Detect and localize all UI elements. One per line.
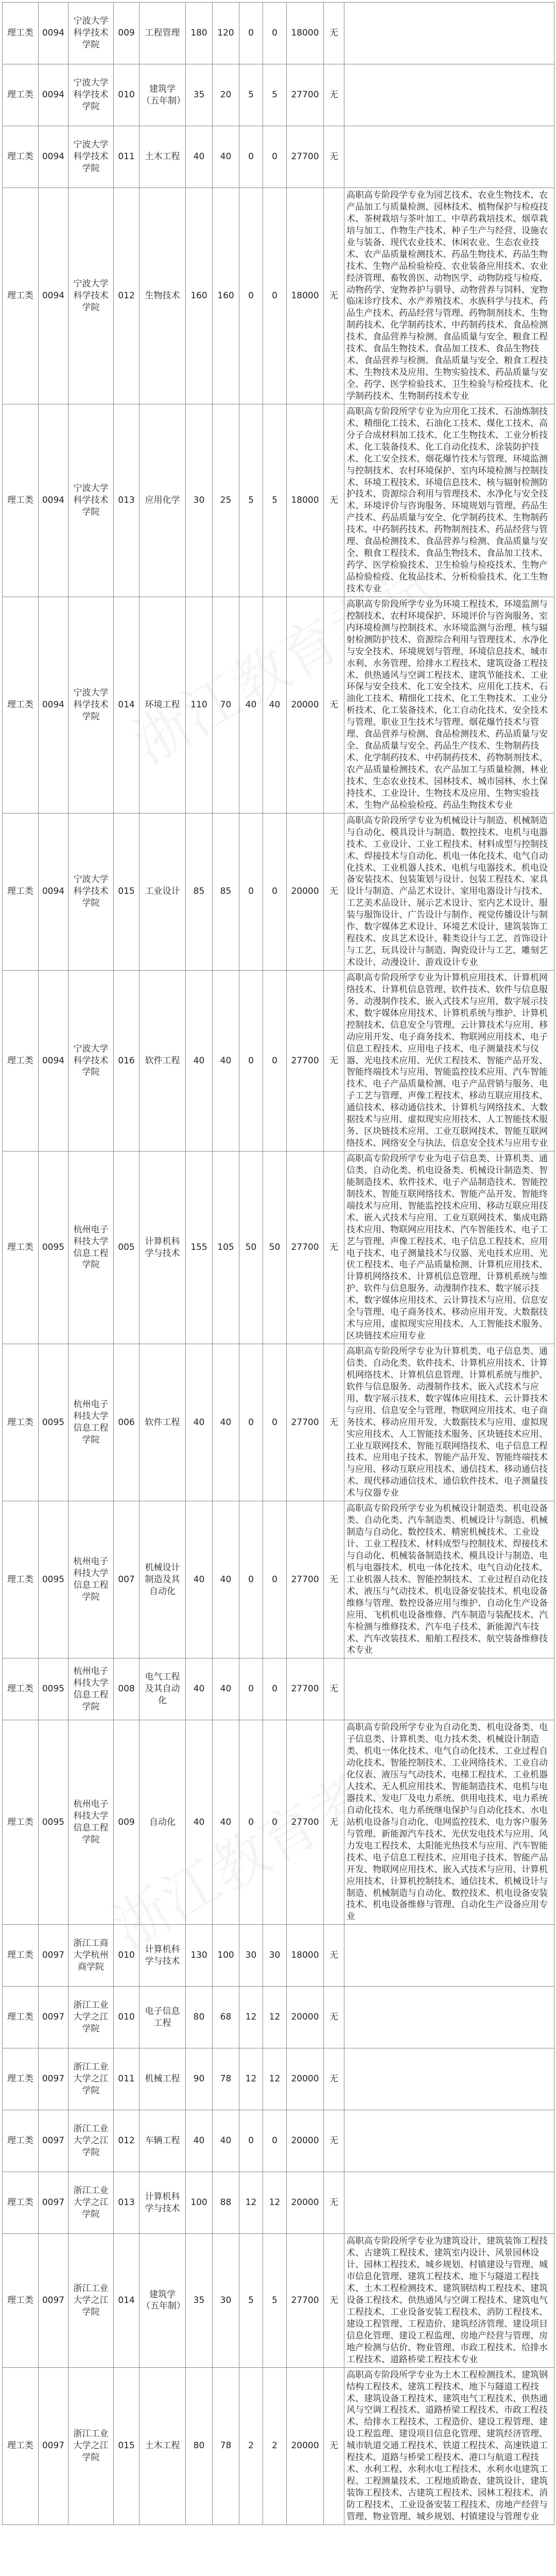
table-row [3, 2048, 554, 2110]
major-name-cell: 工业设计 [140, 813, 186, 970]
category-cell: 理工类 [3, 2110, 39, 2172]
enroll-count-cell: 40 [213, 1501, 239, 1658]
major-name-cell: 计算机科学与技术 [140, 1151, 186, 1344]
plan-count-cell: 35 [186, 64, 213, 126]
quota-cell: 0 [239, 813, 263, 970]
plan-count-cell: 40 [186, 1344, 213, 1501]
category-cell: 理工类 [3, 188, 39, 404]
quota-cell: 0 [239, 188, 263, 404]
major-name-cell: 机械工程 [140, 2048, 186, 2110]
note-cell [344, 2172, 554, 2234]
tuition-cell: 20000 [287, 2367, 324, 2524]
major-code-cell: 008 [114, 1658, 140, 1720]
tuition-cell: 27700 [287, 126, 324, 188]
note-cell [344, 1658, 554, 1720]
tuition-cell: 20000 [287, 813, 324, 970]
table-row [3, 2367, 554, 2524]
note-cell [344, 2110, 554, 2172]
category-cell: 理工类 [3, 1925, 39, 1987]
school-code-cell: 0094 [39, 64, 68, 126]
campus-cell: 无 [324, 2234, 344, 2367]
major-name-cell: 建筑学（五年制） [140, 2234, 186, 2367]
school-name-cell: 宁波大学科学技术学院 [68, 3, 114, 64]
note-cell: 高职高专阶段所学专业为土木工程检测技术、建筑钢结构工程技术、建筑工程技术、地下与隧道工程技术、建筑设备工程技术、建筑电气工程技术、供热通风与空调工程技术、道路桥梁工程技术、市政工程技术、给排水工程技术、工程造价、建设工程管理、建设工程监理、建设项目信息化管理、建筑经济管理、城市轨道交通工程技术、铁道工程技术、高速铁道工程技术、道路与桥梁工程技术、港口与航道工程技术、水利工程、水利水电工程技术、水利水电建筑工程、工程测量技术、工程地质勘查、建筑设计、建筑装饰工程技术、古建筑工程技术、园林工程技术、消防工程技术、工业设备安装工程技术、房地产经营与管理、物业管理、城乡规划、村镇建设与管理专业 [344, 2367, 554, 2524]
table-row [3, 970, 554, 1151]
tuition-cell: 20000 [287, 597, 324, 813]
school-name-cell: 宁波大学科学技术学院 [68, 404, 114, 597]
school-code-cell: 0095 [39, 1658, 68, 1720]
category-cell: 理工类 [3, 1720, 39, 1925]
quota-cell: 30 [239, 1925, 263, 1987]
school-code-cell: 0097 [39, 2048, 68, 2110]
table-row [3, 1987, 554, 2048]
table-row [3, 1925, 554, 1987]
note-cell: 高职高专阶段所学专业为环境工程技术、环境监测与控制技术、农村环境保护、环境评价与咨询服务、室内环境检测与控制技术、水环境监测与治理、核与辐射检测防护技术、资源综合利用与管理技术、水净化与安全技术、环境规划与管理、环境信息技术、城市水利、水务管理、给排水工程技术、建筑设备工程技术、供热通风与空调工程技术、建筑节能技术、工业环保与安全技术、化工安全技术、应用化工技术、石油化工技术、精细化工技术、化工生物技术、工业分析技术、化工装备技术、化工自动化技术、安全技术与管理、职业卫生技术与管理、烟花爆竹技术与管理、食品营养与检测、食品检测技术、药品质量与安全、食品质量与安全、药品生产技术、生物制药技术、化学制药技术、中药制药技术、药物制剂技术、农产品质量检测技术、农产品加工与质量检测、林业技术、生态农业技术、园林技术、城市园林、水土保持技术、工业设计、生物技术及应用、生物实验技术、生物产品检验检疫、药品生物技术专业 [344, 597, 554, 813]
tuition-cell: 27700 [287, 2234, 324, 2367]
major-name-cell: 工程管理 [140, 3, 186, 64]
enroll-count-cell: 40 [213, 1720, 239, 1925]
table-row [3, 2110, 554, 2172]
enroll-count-cell: 120 [213, 3, 239, 64]
note-cell [344, 3, 554, 64]
campus-cell: 无 [324, 1501, 344, 1658]
quota-cell: 0 [239, 970, 263, 1151]
major-name-cell: 软件工程 [140, 1344, 186, 1501]
campus-cell: 无 [324, 1344, 344, 1501]
extra-quota-cell: 0 [263, 188, 287, 404]
major-name-cell: 环境工程 [140, 597, 186, 813]
quota-cell: 12 [239, 2172, 263, 2234]
enroll-count-cell: 30 [213, 2234, 239, 2367]
enroll-count-cell: 68 [213, 1987, 239, 2048]
plan-count-cell: 100 [186, 2172, 213, 2234]
plan-count-cell: 35 [186, 2234, 213, 2367]
school-code-cell: 0097 [39, 1925, 68, 1987]
school-code-cell: 0097 [39, 2234, 68, 2367]
note-cell [344, 2048, 554, 2110]
school-name-cell: 浙江工业大学之江学院 [68, 1987, 114, 2048]
extra-quota-cell: 12 [263, 2172, 287, 2234]
major-name-cell: 计算机科学与技术 [140, 2172, 186, 2234]
extra-quota-cell: 0 [263, 1344, 287, 1501]
quota-cell: 0 [239, 126, 263, 188]
tuition-cell: 20000 [287, 1987, 324, 2048]
tuition-cell: 27700 [287, 1658, 324, 1720]
category-cell: 理工类 [3, 970, 39, 1151]
category-cell: 理工类 [3, 1658, 39, 1720]
major-name-cell: 计算机科学与技术 [140, 1925, 186, 1987]
quota-cell: 5 [239, 64, 263, 126]
school-name-cell: 杭州电子科技大学信息工程学院 [68, 1151, 114, 1344]
plan-count-cell: 40 [186, 126, 213, 188]
quota-cell: 12 [239, 1987, 263, 2048]
tuition-cell: 27700 [287, 1151, 324, 1344]
school-code-cell: 0095 [39, 1344, 68, 1501]
extra-quota-cell: 0 [263, 1501, 287, 1658]
school-name-cell: 杭州电子科技大学信息工程学院 [68, 1501, 114, 1658]
tuition-cell: 27700 [287, 1501, 324, 1658]
note-cell: 高职高专阶段所学专业为机械设计与制造、机械制造与自动化、模具设计与制造、数控技术、电机与电器技术、工业设计、工业工程技术、材料成型与控制技术、焊接技术与自动化、机电一体化技术、电气自动化技术、工业机器人技术、电机与电器技术、机电设备安装技术、包装策划与设计、包装工程技术、家具设计与制造、产品艺术设计、家用电器设计与技术、工艺美术品设计、展示艺术设计、室内艺术设计、服装与服饰设计、广告设计与制作、视觉传播设计与制作、数字媒体艺术设计、环境艺术设计、建筑装饰工程技术、皮具艺术设计、鞋类设计与工艺、首饰设计与工艺、玩具设计与制造、陶瓷设计与工艺、雕刻艺术设计、动漫设计、游戏设计专业 [344, 813, 554, 970]
quota-cell: 0 [239, 3, 263, 64]
major-code-cell: 014 [114, 597, 140, 813]
school-name-cell: 浙江工商大学杭州商学院 [68, 1925, 114, 1987]
school-name-cell: 宁波大学科学技术学院 [68, 126, 114, 188]
school-name-cell: 杭州电子科技大学信息工程学院 [68, 1344, 114, 1501]
campus-cell: 无 [324, 1658, 344, 1720]
table-row [3, 404, 554, 597]
major-code-cell: 005 [114, 1151, 140, 1344]
plan-count-cell: 40 [186, 1658, 213, 1720]
school-name-cell: 浙江工业大学之江学院 [68, 2110, 114, 2172]
extra-quota-cell: 50 [263, 1151, 287, 1344]
quota-cell: 5 [239, 2234, 263, 2367]
enroll-count-cell: 20 [213, 64, 239, 126]
quota-cell: 0 [239, 1501, 263, 1658]
extra-quota-cell: 30 [263, 1925, 287, 1987]
campus-cell: 无 [324, 64, 344, 126]
note-cell: 高职高专阶段所学专业为机械设计制造类、机电设备类、自动化类、汽车制造类、机械设计与制造、机械制造与自动化、数控技术、精密机械技术、工业设计、工业工程技术、材料成型与控制技术、焊接技术与自动化、机械装备制造技术、模具设计与制造、电机与电器技术、机电一体化技术、电气自动化技术、工业机器人技术、智能控制技术、工业过程自动化技术、液压与气动技术、机电设备安装技术、机电设备维修与管理、数控设备应用与维护、自动化生产设备应用、飞机机电设备维修、汽车制造与装配技术、汽车检测与维修技术、汽车电子技术、新能源汽车技术、汽车改装技术、船舶工程技术、航空装备维修技术专业 [344, 1501, 554, 1658]
major-code-cell: 010 [114, 64, 140, 126]
major-name-cell: 电子信息工程 [140, 1987, 186, 2048]
quota-cell: 12 [239, 2048, 263, 2110]
campus-cell: 无 [324, 404, 344, 597]
plan-count-cell: 180 [186, 3, 213, 64]
school-code-cell: 0095 [39, 1151, 68, 1344]
extra-quota-cell: 5 [263, 64, 287, 126]
plan-count-cell: 40 [186, 970, 213, 1151]
table-row [3, 64, 554, 126]
quota-cell: 0 [239, 2110, 263, 2172]
school-name-cell: 宁波大学科学技术学院 [68, 64, 114, 126]
school-code-cell: 0094 [39, 3, 68, 64]
major-code-cell: 006 [114, 1344, 140, 1501]
note-cell: 高职高专阶段学专业为园艺技术、农业生物技术、农产品加工与质量检测、园林技术、植物保护与检疫技术、茶树栽培与茶叶加工、中草药栽培技术、烟草栽培与加工、作物生产技术、种子生产与经营、设施农业与装备、现代农业技术、休闲农业、生态农业技术、农产品质量检测技术、药品生物技术、药品生物技术、生物产品检验检疫、农业装备应用技术、农业经济管理、畜牧兽医、动物医学、动物防疫与检疫、动物药学、宠物养护与驯导、动物营养与饲料、宠物临床诊疗技术、水产养殖技术、水族科学与技术、药品生产技术、药品经营与管理、药物制剂技术、生物制药技术、化学制药技术、中药制药技术、食品检测技术、食品营养与检测、食品质量与安全、粮食工程技术、食品生物技术、食品加工技术、食品生物技术、食品营养与检测、食品质量与安全、粮食工程技术、生物技术及应用、生物实验技术、药品质量与安全、药学、医学检验技术、卫生检验与检疫技术、化学制药技术、生物制药技术专业 [344, 188, 554, 404]
major-code-cell: 016 [114, 970, 140, 1151]
school-name-cell: 宁波大学科学技术学院 [68, 813, 114, 970]
enroll-count-cell: 85 [213, 813, 239, 970]
school-code-cell: 0097 [39, 1987, 68, 2048]
school-name-cell: 宁波大学科学技术学院 [68, 597, 114, 813]
tuition-cell: 18000 [287, 404, 324, 597]
extra-quota-cell: 0 [263, 2110, 287, 2172]
major-code-cell: 010 [114, 1925, 140, 1987]
major-code-cell: 014 [114, 2234, 140, 2367]
table-row [3, 2234, 554, 2367]
major-code-cell: 013 [114, 404, 140, 597]
plan-count-cell: 40 [186, 1501, 213, 1658]
school-code-cell: 0094 [39, 970, 68, 1151]
extra-quota-cell: 0 [263, 813, 287, 970]
school-code-cell: 0094 [39, 188, 68, 404]
category-cell: 理工类 [3, 1501, 39, 1658]
major-code-cell: 012 [114, 2110, 140, 2172]
campus-cell: 无 [324, 813, 344, 970]
extra-quota-cell: 0 [263, 1658, 287, 1720]
campus-cell: 无 [324, 597, 344, 813]
enroll-count-cell: 78 [213, 2048, 239, 2110]
plan-count-cell: 80 [186, 2367, 213, 2524]
category-cell: 理工类 [3, 1344, 39, 1501]
tuition-cell: 27700 [287, 970, 324, 1151]
campus-cell: 无 [324, 1987, 344, 2048]
enroll-count-cell: 160 [213, 188, 239, 404]
category-cell: 理工类 [3, 2172, 39, 2234]
plan-count-cell: 30 [186, 404, 213, 597]
extra-quota-cell: 12 [263, 2048, 287, 2110]
major-name-cell: 机械设计制造及其自动化 [140, 1501, 186, 1658]
school-code-cell: 0094 [39, 126, 68, 188]
note-cell [344, 64, 554, 126]
school-code-cell: 0095 [39, 1501, 68, 1658]
enroll-count-cell: 40 [213, 2110, 239, 2172]
school-name-cell: 浙江工业大学之江学院 [68, 2048, 114, 2110]
campus-cell: 无 [324, 2110, 344, 2172]
major-name-cell: 车辆工程 [140, 2110, 186, 2172]
note-cell [344, 1925, 554, 1987]
campus-cell: 无 [324, 970, 344, 1151]
school-name-cell: 杭州电子科技大学信息工程学院 [68, 1658, 114, 1720]
enroll-count-cell: 40 [213, 970, 239, 1151]
school-name-cell: 宁波大学科学技术学院 [68, 970, 114, 1151]
quota-cell: 0 [239, 1720, 263, 1925]
category-cell: 理工类 [3, 2048, 39, 2110]
note-cell [344, 126, 554, 188]
major-name-cell: 生物技术 [140, 188, 186, 404]
note-cell: 高职高专阶段所学专业为建筑设计、建筑装饰工程技术、古建筑工程技术、建筑室内设计、风景园林设计、园林工程技术、城乡规划、村镇建设与管理、城市信息化管理、建筑工程技术、地下与隧道工程技术、土木工程检测技术、建筑钢结构工程技术、建筑设备工程技术、供热通风与空调工程技术、建筑电气工程技术、工业设备安装工程技术、消防工程技术、建设工程管理、工程造价、建筑经济管理、建设项目信息化管理、建设工程监理、房地产经营与管理、房地产检测与估价、物业管理、市政工程技术、给排水工程技术、道路桥梁工程技术专业 [344, 2234, 554, 2367]
quota-cell: 0 [239, 1658, 263, 1720]
plan-count-cell: 80 [186, 1987, 213, 2048]
campus-cell: 无 [324, 188, 344, 404]
major-code-cell: 015 [114, 2367, 140, 2524]
tuition-cell: 18000 [287, 1925, 324, 1987]
table-row [3, 1501, 554, 1658]
quota-cell: 50 [239, 1151, 263, 1344]
extra-quota-cell: 12 [263, 1987, 287, 2048]
plan-count-cell: 40 [186, 2110, 213, 2172]
plan-count-cell: 155 [186, 1151, 213, 1344]
table-row [3, 3, 554, 64]
school-name-cell: 宁波大学科学技术学院 [68, 188, 114, 404]
enroll-count-cell: 40 [213, 1658, 239, 1720]
campus-cell: 无 [324, 1720, 344, 1925]
school-code-cell: 0095 [39, 1720, 68, 1925]
tuition-cell: 27700 [287, 1720, 324, 1925]
enroll-count-cell: 70 [213, 597, 239, 813]
category-cell: 理工类 [3, 126, 39, 188]
major-code-cell: 011 [114, 2048, 140, 2110]
enroll-count-cell: 100 [213, 1925, 239, 1987]
major-code-cell: 015 [114, 813, 140, 970]
note-cell [344, 1987, 554, 2048]
major-code-cell: 011 [114, 126, 140, 188]
school-code-cell: 0097 [39, 2367, 68, 2524]
major-code-cell: 009 [114, 1720, 140, 1925]
extra-quota-cell: 40 [263, 597, 287, 813]
school-code-cell: 0094 [39, 813, 68, 970]
major-name-cell: 土木工程 [140, 2367, 186, 2524]
extra-quota-cell: 0 [263, 126, 287, 188]
school-name-cell: 浙江工业大学之江学院 [68, 2234, 114, 2367]
major-code-cell: 010 [114, 1987, 140, 2048]
campus-cell: 无 [324, 2048, 344, 2110]
note-cell: 高职高专阶段所学专业为应用化工技术、石油炼制技术、精细化工技术、石油化工技术、煤化工技术、高分子合成材料加工技术、化工生物技术、工业分析技术、化工装备技术、化工自动化技术、涂装防护技术、化工安全技术、烟花爆竹技术与管理、环境监测与控制技术、农村环境保护、室内环境检测与控制技术、环境工程技术、环境信息技术、核与辐射检测防护技术、资源综合利用与管理技术、水净化与安全技术、环境评价与咨询服务、环境规划与管理、药品生产技术、药品质量与安全、化学制药技术、生物制药技术、中药制药技术、药物制剂技术、药品经营与管理、食品检测技术、食品营养与检测、食品质量与安全、粮食工程技术、食品生物技术、食品加工技术、药学、医学检验技术、卫生检验与检疫技术、生物产品检验检疫、化妆品技术、分析检验技术、化工生物技术专业 [344, 404, 554, 597]
tuition-cell: 27700 [287, 1344, 324, 1501]
campus-cell: 无 [324, 1925, 344, 1987]
major-code-cell: 007 [114, 1501, 140, 1658]
quota-cell: 40 [239, 597, 263, 813]
school-code-cell: 0094 [39, 597, 68, 813]
campus-cell: 无 [324, 126, 344, 188]
table-row [3, 126, 554, 188]
extra-quota-cell: 0 [263, 1720, 287, 1925]
note-cell: 高职高专阶段所学专业为电子信息类、计算机类、通信类、自动化类、机电设备类、机械设计制造类、智能制造技术、软件技术、电子产品制造技术、智能控制技术、智能互联网络技术、智能产品开发、智能终端技术与应用、智能监控技术应用、移动互联应用技术、嵌入式技术与应用、工业互联网技术、集成电路技术应用、物联网应用技术、汽车智能技术、电子工艺与管理、声像工程技术、电子信息工程技术、应用电子技术、电子测量技术与仪器、光电技术应用、光伏工程技术、电子产品质量检测、计算机应用技术、计算机网络技术、计算机信息管理、计算机系统与维护、软件与信息服务、动漫制作技术、数字展示技术、数字媒体应用技术、云计算技术与应用、信息安全与管理、电子商务技术、移动应用开发、大数据技术与应用、虚拟现实应用技术、人工智能技术服务、区块链技术应用专业 [344, 1151, 554, 1344]
campus-cell: 无 [324, 3, 344, 64]
enroll-count-cell: 40 [213, 1344, 239, 1501]
campus-cell: 无 [324, 2172, 344, 2234]
table-row [3, 1344, 554, 1501]
enroll-count-cell: 40 [213, 126, 239, 188]
school-code-cell: 0094 [39, 404, 68, 597]
table-row [3, 1720, 554, 1925]
enroll-count-cell: 105 [213, 1151, 239, 1344]
major-name-cell: 自动化 [140, 1720, 186, 1925]
major-code-cell: 012 [114, 188, 140, 404]
table-row [3, 813, 554, 970]
category-cell: 理工类 [3, 404, 39, 597]
note-cell: 高职高专阶段所学专业为计算机类、电子信息类、通信类、自动化类、软件技术、计算机应用技术、计算机网络技术、计算机信息管理、计算机系统与维护、软件与信息服务、动漫制作技术、嵌入式技术与应用、数字展示技术、数字媒体应用技术、云计算技术与应用、信息安全与管理、物联网应用技术、电子商务技术、移动应用开发、大数据技术与应用、虚拟现实应用技术、人工智能技术服务、区块链技术应用、工业互联网技术、智能互联网络技术、电子信息工程技术、应用电子技术、智能产品开发、智能终端技术与应用、移动互联应用技术、通信技术、移动通信技术、现代移动通信技术、通信软件技术、电子测量技术与仪器专业 [344, 1344, 554, 1501]
campus-cell: 无 [324, 2367, 344, 2524]
campus-cell: 无 [324, 1151, 344, 1344]
note-cell: 高职高专阶段所学专业为计算机应用技术、计算机网络技术、计算机信息管理、软件技术、软件与信息服务、动漫制作技术、嵌入式技术与应用、数字展示技术、数字媒体应用技术、计算机系统与维护、计算机控制技术、信息安全与管理、云计算技术与应用、移动应用开发、电子商务技术、物联网应用技术、电子信息工程技术、应用电子技术、电子测量技术与仪器、光电技术应用、光伏工程技术、智能产品开发、智能终端技术与应用、智能监控技术应用、汽车智能技术、电子产品质量检测、电子产品营销与服务、电子工艺与管理、声像工程技术、移动互联应用技术、通信技术、移动通信技术、计算机与网络技术、大数据技术与应用、虚拟现实应用技术、人工智能技术服务、区块链技术应用、工业互联网技术、智能互联网络技术、网络安全与执法、信息安全技术与应用专业 [344, 970, 554, 1151]
tuition-cell: 20000 [287, 2110, 324, 2172]
school-name-cell: 浙江工业大学之江学院 [68, 2172, 114, 2234]
quota-cell: 0 [239, 1344, 263, 1501]
enroll-count-cell: 88 [213, 2172, 239, 2234]
enroll-count-cell: 25 [213, 404, 239, 597]
major-code-cell: 013 [114, 2172, 140, 2234]
tuition-cell: 18000 [287, 3, 324, 64]
school-code-cell: 0097 [39, 2110, 68, 2172]
tuition-cell: 20000 [287, 2172, 324, 2234]
enroll-count-cell: 78 [213, 2367, 239, 2524]
school-name-cell: 浙江工业大学之江学院 [68, 2367, 114, 2524]
category-cell: 理工类 [3, 1987, 39, 2048]
note-cell: 高职高专阶段所学专业为自动化类、机电设备类、电子信息类、计算机类、电力技术类、机械设计制造类、机电一体化技术、电气自动化技术、工业过程自动化技术、智能控制技术、工业网络技术、工业自动化仪表、液压与气动技术、电梯工程技术、工业机器人技术、无人机应用技术、智能制造技术、电机与电器技术、发电厂及电力系统、供用电技术、电力系统自动化技术、电力系统继电保护与自动化技术、水电站机电设备与自动化、电网监控技术、电力客户服务与管理、新能源汽车技术、光伏发电技术与应用、风力发电工程技术、太阳能光热技术与应用、汽车智能技术、电子信息工程技术、应用电子技术、智能产品开发、物联网应用技术、嵌入式技术与应用、计算机应用技术、计算机控制技术、通信技术、机械设计与制造、机械制造与自动化、数控技术、机电设备安装技术、机电设备维修与管理、自动化生产设备应用专业 [344, 1720, 554, 1925]
plan-count-cell: 130 [186, 1925, 213, 1987]
plan-count-cell: 90 [186, 2048, 213, 2110]
category-cell: 理工类 [3, 2234, 39, 2367]
major-name-cell: 土木工程 [140, 126, 186, 188]
quota-cell: 5 [239, 404, 263, 597]
extra-quota-cell: 2 [263, 2367, 287, 2524]
category-cell: 理工类 [3, 3, 39, 64]
tuition-cell: 20000 [287, 2048, 324, 2110]
major-name-cell: 电气工程及其自动化 [140, 1658, 186, 1720]
quota-cell: 2 [239, 2367, 263, 2524]
major-code-cell: 009 [114, 3, 140, 64]
extra-quota-cell: 0 [263, 3, 287, 64]
school-code-cell: 0097 [39, 2172, 68, 2234]
major-name-cell: 应用化学 [140, 404, 186, 597]
category-cell: 理工类 [3, 64, 39, 126]
category-cell: 理工类 [3, 597, 39, 813]
category-cell: 理工类 [3, 813, 39, 970]
tuition-cell: 27700 [287, 64, 324, 126]
extra-quota-cell: 0 [263, 970, 287, 1151]
major-name-cell: 建筑学（五年制） [140, 64, 186, 126]
admissions-table [2, 2, 554, 2525]
table-row [3, 1658, 554, 1720]
school-name-cell: 杭州电子科技大学信息工程学院 [68, 1720, 114, 1925]
table-row [3, 2172, 554, 2234]
major-name-cell: 软件工程 [140, 970, 186, 1151]
plan-count-cell: 160 [186, 188, 213, 404]
extra-quota-cell: 5 [263, 2234, 287, 2367]
tuition-cell: 18000 [287, 188, 324, 404]
extra-quota-cell: 5 [263, 404, 287, 597]
plan-count-cell: 40 [186, 1720, 213, 1925]
table-row [3, 1151, 554, 1344]
category-cell: 理工类 [3, 2367, 39, 2524]
plan-count-cell: 110 [186, 597, 213, 813]
category-cell: 理工类 [3, 1151, 39, 1344]
plan-count-cell: 85 [186, 813, 213, 970]
table-row [3, 597, 554, 813]
table-row [3, 188, 554, 404]
